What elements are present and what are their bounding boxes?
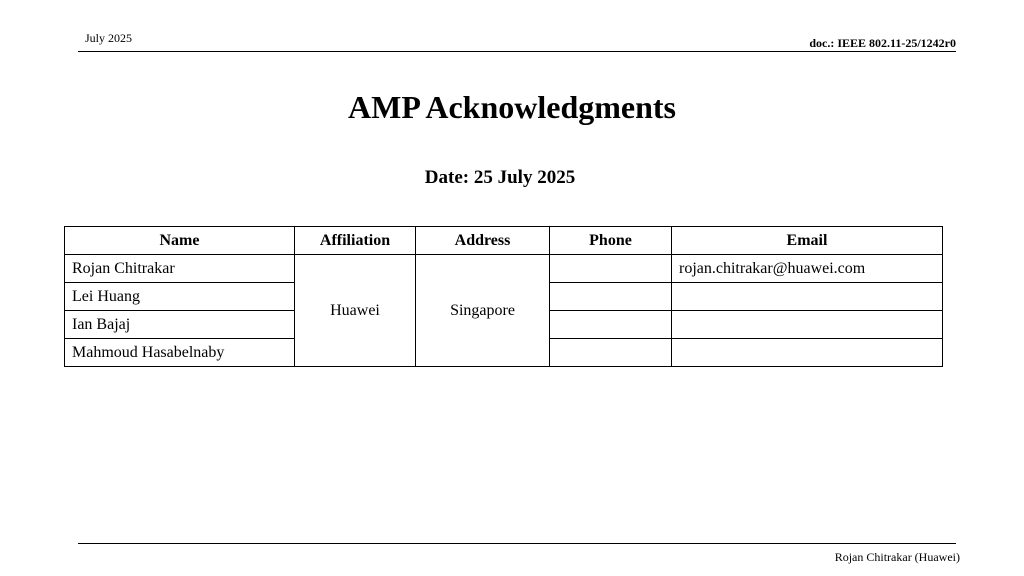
- header-divider: [78, 51, 956, 52]
- column-header-address: Address: [416, 227, 550, 255]
- name-cell: Ian Bajaj: [65, 311, 295, 339]
- name-cell: Lei Huang: [65, 283, 295, 311]
- phone-cell: [550, 311, 672, 339]
- email-cell: [672, 311, 943, 339]
- column-header-affiliation: Affiliation: [295, 227, 416, 255]
- email-cell: [672, 339, 943, 367]
- table-row: [65, 255, 943, 283]
- column-header-email: Email: [672, 227, 943, 255]
- header-date: July 2025: [85, 31, 133, 45]
- date-line: Date: 25 July 2025: [424, 167, 576, 188]
- slide-title: AMP Acknowledgments: [348, 89, 676, 125]
- phone-cell: [550, 255, 672, 283]
- name-cell: Rojan Chitrakar: [65, 255, 295, 283]
- footer-divider: [78, 543, 956, 544]
- authors-table: [64, 226, 943, 367]
- email-cell: [672, 283, 943, 311]
- column-header-phone: Phone: [550, 227, 672, 255]
- name-cell: Mahmoud Hasabelnaby: [65, 339, 295, 367]
- phone-cell: [550, 283, 672, 311]
- table-header-row: [65, 227, 943, 255]
- phone-cell: [550, 339, 672, 367]
- email-cell: rojan.chitrakar@huawei.com: [672, 255, 943, 283]
- column-header-name: Name: [65, 227, 295, 255]
- document-id: doc.: IEEE 802.11-25/1242r0: [809, 36, 956, 50]
- address-cell: Singapore: [416, 255, 550, 367]
- footer-author: Rojan Chitrakar (Huawei): [834, 550, 960, 564]
- affiliation-cell: Huawei: [295, 255, 416, 367]
